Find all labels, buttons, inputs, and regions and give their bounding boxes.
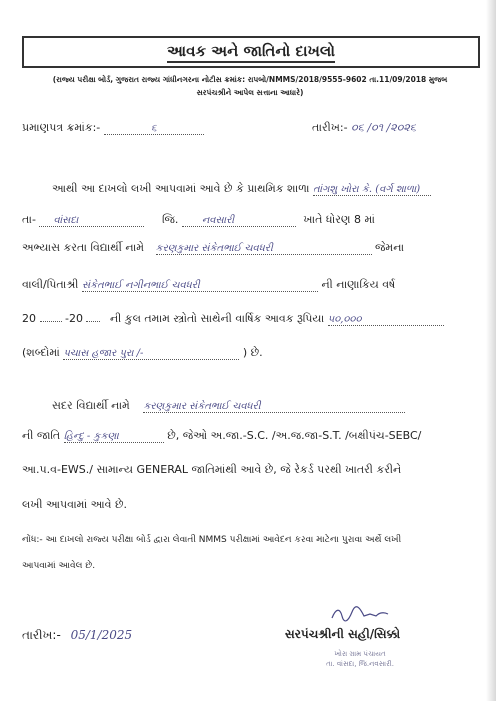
date-top-label: તારીખ:- — [312, 121, 348, 134]
para2-intro: સદર વિદ્યાર્થી નામે — [52, 399, 130, 412]
jemna-text: જેમના — [375, 241, 405, 254]
para1-line5 — [22, 312, 444, 326]
stamp-line-2: તા. વાંસદા, જિ.નવસારી. — [326, 660, 394, 668]
year-from: 20 — [22, 312, 36, 325]
note-line-1: નોંધ:- આ દાખલો રાજ્ય પરીક્ષા બોર્ડ દ્વારા લેવાતી NMMS પરીક્ષામાં આવેદન કરવા માટેના પુરાવા અર્થે લખી — [22, 535, 402, 545]
para1-line2 — [22, 213, 375, 227]
caste-value: હિન્દુ - કુકણા — [63, 431, 119, 442]
para1-line1 — [52, 182, 431, 196]
words-value: પચાસ હજાર પુરા /- — [63, 348, 144, 359]
cert-no-row — [22, 121, 204, 135]
note-line-2: આપવામાં આવેલ છે. — [22, 561, 96, 571]
footer-date-row — [22, 628, 132, 643]
stamp-line-1: ખોરા ગ્રામ પંચાયત — [334, 650, 386, 658]
notice-line-1: (રાજ્ય પરીક્ષા બોર્ડ, ગુજરાત રાજ્ય ગાંધીનગરના નોટીસ ક્રમાંક: રાપબો/NMMS/2018/9555-9602 તા.11/09/2018 મુજબ — [52, 75, 448, 84]
cert-no-value: ૬ — [150, 123, 157, 134]
signature-scrawl — [330, 604, 390, 626]
footer-date-label: તારીખ:- — [22, 628, 61, 642]
notice-line-2: સરપંચશ્રીને આપેલ સત્તાના આધારે) — [196, 88, 304, 97]
stamp — [300, 635, 420, 668]
para2-student-name: કરણકુમાર સંકેતભાઈ ચવધરી — [143, 401, 261, 412]
para1-intro: આથી આ દાખલો લખી આપવામાં આવે છે કે પ્રાથમિક શાળા — [52, 182, 310, 195]
date-top-row — [312, 121, 416, 135]
words-label: (શબ્દોમાં — [22, 346, 60, 359]
guardian-name: સંકેતભાઈ નગીનભાઈ ચવધરી — [81, 280, 200, 291]
caste-label: ની જાતિ — [22, 429, 61, 442]
year-to: -20 — [65, 312, 83, 325]
taluka-label: તા- — [22, 213, 36, 226]
district-value: નવસારી — [201, 215, 235, 226]
std-text: ખાતે ધોરણ 8 માં — [303, 213, 375, 226]
district-label: જિ. — [161, 213, 179, 226]
para2-line2 — [22, 429, 421, 443]
paper-edge — [486, 0, 496, 701]
para2-line3: આ.પ.વ-EWS./ સામાન્ય GENERAL જાતિમાંથી આવે છે, જે રેકર્ડ પરથી ખાતરી કરીને — [22, 463, 402, 476]
caste-options: છે, જેઓ અ.જા.-S.C. /અ.જ.જા-S.T. /બક્ષીપંચ-SEBC/ — [167, 429, 422, 442]
para1-line6 — [22, 346, 263, 360]
para2-line1 — [52, 399, 405, 413]
words-end: ) છે. — [242, 346, 263, 359]
school-name: તાંગશુ ખોરા કે. (વર્ગ શાળા) — [313, 184, 421, 195]
guardian-label: વાલી/પિતાશ્રી — [22, 278, 79, 291]
para1-line3 — [22, 241, 404, 255]
income-text: ની કુલ તમામ સ્ત્રોતો સાથેની વાર્ષિક આવક રૂપિયા — [109, 312, 325, 325]
date-top-value: ૦૬ /૦૧ /૨૦૨૬ — [351, 121, 416, 134]
fy-text: ની નાણાકિય વર્ષ — [321, 278, 396, 291]
cert-no-label: પ્રમાણપત્ર ક્રમાંક:- — [22, 121, 101, 134]
student-label: અભ્યાસ કરતા વિદ્યાર્થી નામે — [22, 241, 145, 254]
para1-line4 — [22, 278, 395, 292]
income-value: ૫૦,૦૦૦ — [327, 314, 362, 325]
footer-date-value: 05/1/2025 — [70, 628, 133, 642]
taluka-value: વાંસદા — [53, 215, 79, 226]
title-box — [22, 36, 480, 68]
signature-label: સરપંચશ્રીની સહી/સિક્કો — [285, 627, 401, 641]
student-name: કરણકુમાર સંકેતભાઈ ચવધરી — [155, 243, 273, 254]
para2-line4: લખી આપવામાં આવે છે. — [22, 498, 127, 511]
page-title: આવક અને જાતિનો દાખલો — [167, 42, 335, 63]
